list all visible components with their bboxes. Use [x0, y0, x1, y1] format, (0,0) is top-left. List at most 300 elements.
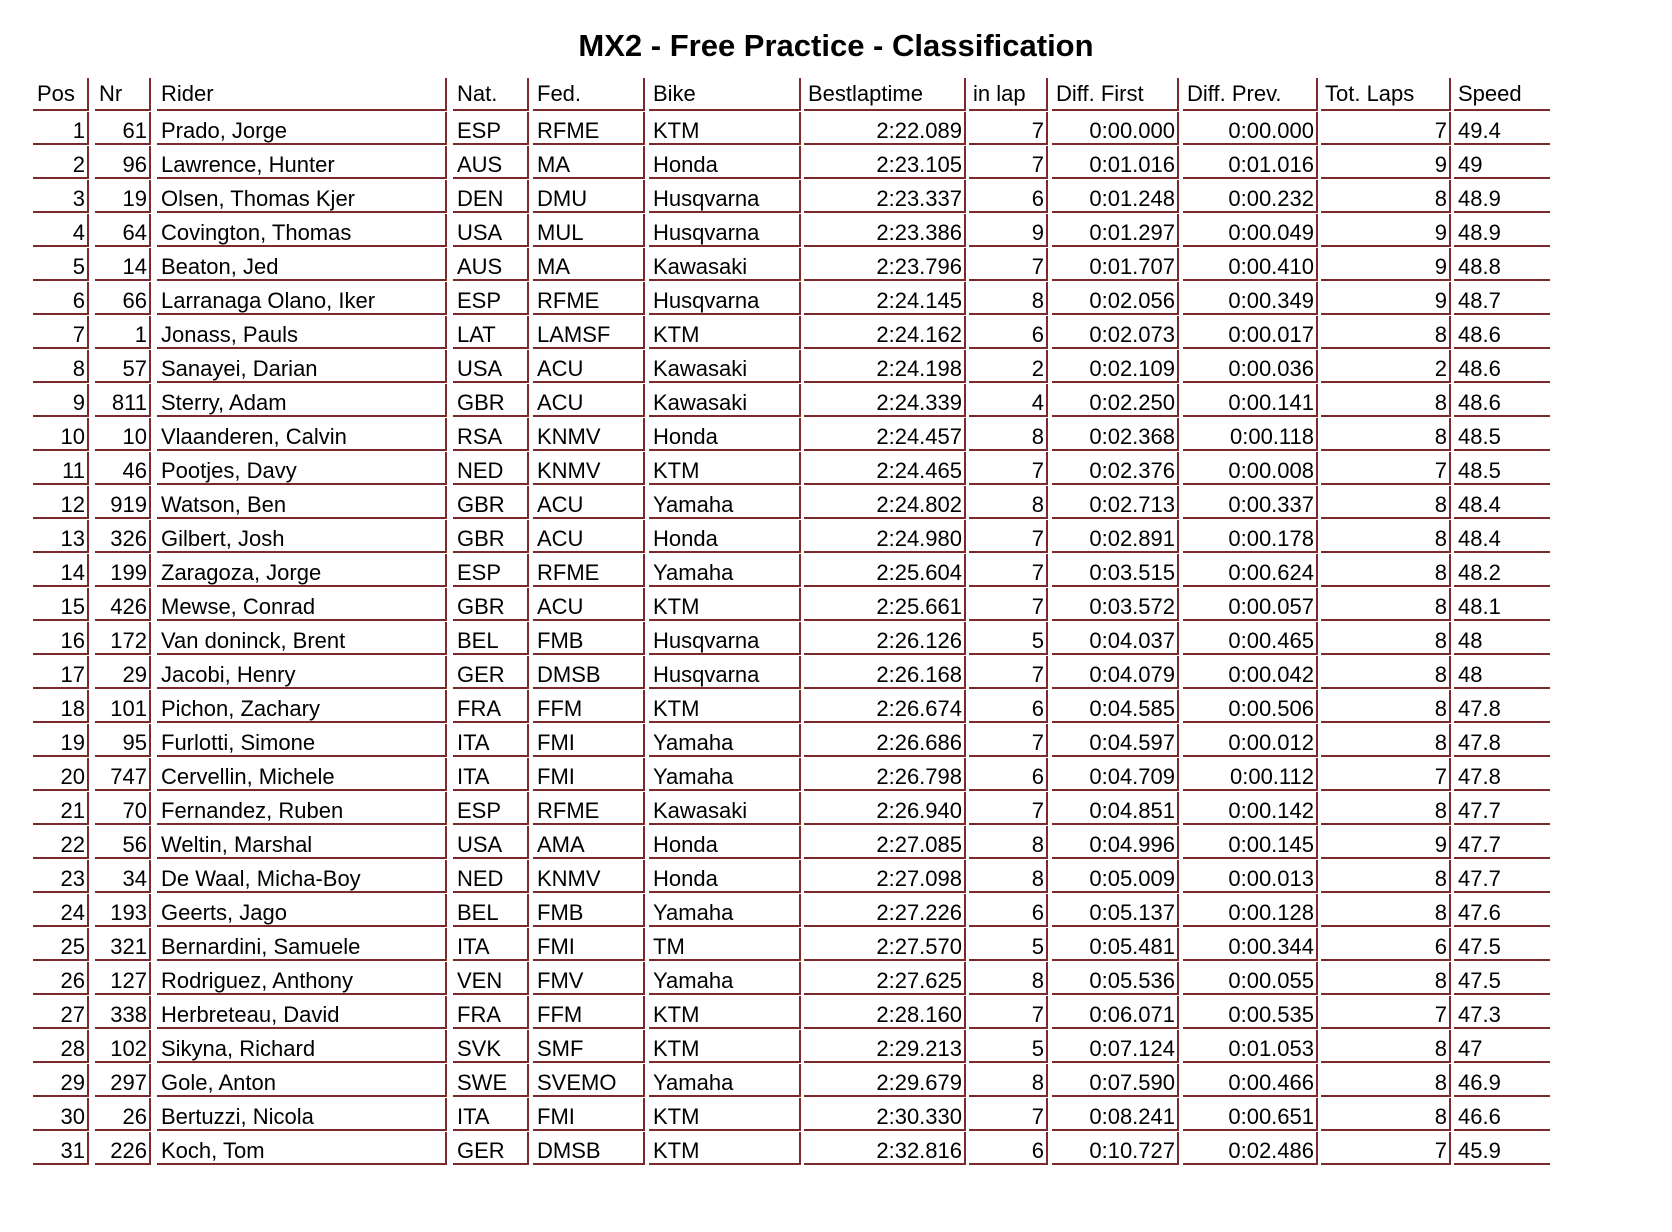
cell-in-lap: 2	[969, 350, 1048, 383]
cell-bike: Honda	[649, 826, 801, 859]
cell-rider: Watson, Ben	[157, 486, 447, 519]
cell-bike: KTM	[649, 112, 801, 145]
cell-in-lap: 6	[969, 1132, 1048, 1165]
cell-nat: ESP	[453, 792, 529, 825]
cell-in-lap: 6	[969, 690, 1048, 723]
cell-nr: 64	[95, 214, 151, 247]
cell-fed: MUL	[533, 214, 645, 247]
cell-fed: DMSB	[533, 1132, 645, 1165]
cell-bestlaptime: 2:26.168	[804, 656, 966, 689]
cell-tot-laps: 7	[1321, 452, 1451, 485]
cell-pos: 21	[33, 792, 89, 825]
cell-nr: 34	[95, 860, 151, 893]
cell-pos: 12	[33, 486, 89, 519]
cell-bestlaptime: 2:23.337	[804, 180, 966, 213]
cell-tot-laps: 8	[1321, 554, 1451, 587]
cell-in-lap: 6	[969, 316, 1048, 349]
cell-pos: 2	[33, 146, 89, 179]
cell-nat: ESP	[453, 112, 529, 145]
cell-pos: 3	[33, 180, 89, 213]
cell-pos: 25	[33, 928, 89, 961]
cell-nr: 338	[95, 996, 151, 1029]
cell-bestlaptime: 2:30.330	[804, 1098, 966, 1131]
cell-nr: 426	[95, 588, 151, 621]
cell-fed: FMI	[533, 758, 645, 791]
cell-rider: Koch, Tom	[157, 1132, 447, 1165]
cell-diff-prev: 0:00.535	[1183, 996, 1318, 1029]
cell-bike: Yamaha	[649, 894, 801, 927]
cell-diff-prev: 0:00.465	[1183, 622, 1318, 655]
cell-tot-laps: 8	[1321, 724, 1451, 757]
cell-bike: Honda	[649, 146, 801, 179]
cell-diff-prev: 0:00.012	[1183, 724, 1318, 757]
cell-speed: 47.5	[1454, 928, 1550, 961]
cell-nr: 297	[95, 1064, 151, 1097]
cell-fed: FMI	[533, 724, 645, 757]
cell-bike: KTM	[649, 690, 801, 723]
cell-rider: Mewse, Conrad	[157, 588, 447, 621]
cell-in-lap: 5	[969, 928, 1048, 961]
cell-diff-prev: 0:00.337	[1183, 486, 1318, 519]
cell-diff-first: 0:03.515	[1052, 554, 1179, 587]
cell-diff-first: 0:00.000	[1052, 112, 1179, 145]
cell-fed: FMB	[533, 622, 645, 655]
cell-nat: NED	[453, 860, 529, 893]
cell-in-lap: 8	[969, 860, 1048, 893]
cell-fed: FMB	[533, 894, 645, 927]
cell-pos: 14	[33, 554, 89, 587]
cell-in-lap: 8	[969, 486, 1048, 519]
cell-bestlaptime: 2:24.162	[804, 316, 966, 349]
cell-diff-prev: 0:01.053	[1183, 1030, 1318, 1063]
cell-rider: Pichon, Zachary	[157, 690, 447, 723]
cell-nr: 226	[95, 1132, 151, 1165]
cell-bike: Honda	[649, 860, 801, 893]
cell-rider: Herbreteau, David	[157, 996, 447, 1029]
header-nr: Nr	[95, 78, 151, 111]
header-pos: Pos	[33, 78, 89, 111]
cell-rider: Olsen, Thomas Kjer	[157, 180, 447, 213]
cell-tot-laps: 9	[1321, 826, 1451, 859]
cell-rider: Sterry, Adam	[157, 384, 447, 417]
cell-tot-laps: 8	[1321, 1064, 1451, 1097]
cell-nr: 10	[95, 418, 151, 451]
cell-speed: 48.9	[1454, 180, 1550, 213]
cell-in-lap: 7	[969, 520, 1048, 553]
cell-in-lap: 4	[969, 384, 1048, 417]
cell-pos: 29	[33, 1064, 89, 1097]
cell-in-lap: 9	[969, 214, 1048, 247]
cell-bestlaptime: 2:25.604	[804, 554, 966, 587]
cell-diff-first: 0:07.590	[1052, 1064, 1179, 1097]
cell-nr: 1	[95, 316, 151, 349]
header-diff-first: Diff. First	[1052, 78, 1179, 111]
cell-bike: Yamaha	[649, 724, 801, 757]
cell-in-lap: 7	[969, 996, 1048, 1029]
cell-in-lap: 5	[969, 622, 1048, 655]
cell-bestlaptime: 2:26.674	[804, 690, 966, 723]
cell-nat: FRA	[453, 690, 529, 723]
cell-speed: 48.7	[1454, 282, 1550, 315]
cell-bestlaptime: 2:23.105	[804, 146, 966, 179]
cell-pos: 30	[33, 1098, 89, 1131]
cell-fed: RFME	[533, 792, 645, 825]
cell-speed: 47.8	[1454, 724, 1550, 757]
cell-rider: Prado, Jorge	[157, 112, 447, 145]
cell-nr: 101	[95, 690, 151, 723]
cell-bike: KTM	[649, 1030, 801, 1063]
cell-speed: 48.6	[1454, 316, 1550, 349]
cell-bike: TM	[649, 928, 801, 961]
cell-diff-prev: 0:00.232	[1183, 180, 1318, 213]
header-diff-prev: Diff. Prev.	[1183, 78, 1318, 111]
cell-diff-first: 0:04.079	[1052, 656, 1179, 689]
cell-diff-prev: 0:00.036	[1183, 350, 1318, 383]
cell-diff-first: 0:02.250	[1052, 384, 1179, 417]
cell-diff-prev: 0:00.055	[1183, 962, 1318, 995]
cell-bestlaptime: 2:27.085	[804, 826, 966, 859]
cell-tot-laps: 2	[1321, 350, 1451, 383]
cell-rider: De Waal, Micha-Boy	[157, 860, 447, 893]
cell-speed: 47.5	[1454, 962, 1550, 995]
cell-diff-first: 0:06.071	[1052, 996, 1179, 1029]
cell-rider: Lawrence, Hunter	[157, 146, 447, 179]
cell-rider: Jonass, Pauls	[157, 316, 447, 349]
cell-bestlaptime: 2:29.213	[804, 1030, 966, 1063]
cell-fed: ACU	[533, 486, 645, 519]
cell-in-lap: 7	[969, 724, 1048, 757]
cell-bestlaptime: 2:23.386	[804, 214, 966, 247]
cell-diff-prev: 0:00.141	[1183, 384, 1318, 417]
cell-nat: FRA	[453, 996, 529, 1029]
cell-diff-first: 0:01.707	[1052, 248, 1179, 281]
cell-tot-laps: 8	[1321, 656, 1451, 689]
cell-bestlaptime: 2:28.160	[804, 996, 966, 1029]
cell-pos: 22	[33, 826, 89, 859]
header-in-lap: in lap	[969, 78, 1048, 111]
cell-pos: 16	[33, 622, 89, 655]
cell-diff-prev: 0:00.344	[1183, 928, 1318, 961]
cell-tot-laps: 7	[1321, 1132, 1451, 1165]
cell-rider: Beaton, Jed	[157, 248, 447, 281]
cell-nat: AUS	[453, 248, 529, 281]
cell-tot-laps: 9	[1321, 146, 1451, 179]
cell-nat: RSA	[453, 418, 529, 451]
cell-nat: GBR	[453, 384, 529, 417]
cell-tot-laps: 8	[1321, 622, 1451, 655]
cell-diff-prev: 0:02.486	[1183, 1132, 1318, 1165]
cell-nat: GBR	[453, 520, 529, 553]
header-bike: Bike	[649, 78, 801, 111]
cell-bestlaptime: 2:26.686	[804, 724, 966, 757]
cell-diff-first: 0:01.297	[1052, 214, 1179, 247]
cell-nat: DEN	[453, 180, 529, 213]
cell-speed: 48	[1454, 622, 1550, 655]
cell-diff-prev: 0:00.651	[1183, 1098, 1318, 1131]
cell-fed: FFM	[533, 996, 645, 1029]
cell-pos: 6	[33, 282, 89, 315]
cell-speed: 47.8	[1454, 690, 1550, 723]
cell-diff-first: 0:04.585	[1052, 690, 1179, 723]
cell-fed: MA	[533, 146, 645, 179]
cell-rider: Vlaanderen, Calvin	[157, 418, 447, 451]
cell-nat: GER	[453, 656, 529, 689]
cell-pos: 1	[33, 112, 89, 145]
cell-nr: 14	[95, 248, 151, 281]
cell-in-lap: 7	[969, 248, 1048, 281]
cell-fed: FMI	[533, 1098, 645, 1131]
cell-speed: 48.6	[1454, 384, 1550, 417]
cell-bike: KTM	[649, 452, 801, 485]
cell-speed: 48.8	[1454, 248, 1550, 281]
cell-bike: Husqvarna	[649, 214, 801, 247]
cell-speed: 47.7	[1454, 860, 1550, 893]
cell-pos: 28	[33, 1030, 89, 1063]
cell-bike: Husqvarna	[649, 622, 801, 655]
cell-nat: USA	[453, 350, 529, 383]
cell-bike: KTM	[649, 588, 801, 621]
cell-nat: AUS	[453, 146, 529, 179]
cell-bike: KTM	[649, 996, 801, 1029]
cell-tot-laps: 8	[1321, 588, 1451, 621]
cell-fed: SMF	[533, 1030, 645, 1063]
cell-fed: KNMV	[533, 418, 645, 451]
cell-bike: Yamaha	[649, 1064, 801, 1097]
cell-speed: 49	[1454, 146, 1550, 179]
page-title: MX2 - Free Practice - Classification	[578, 28, 1094, 63]
cell-diff-prev: 0:00.145	[1183, 826, 1318, 859]
cell-bestlaptime: 2:22.089	[804, 112, 966, 145]
cell-tot-laps: 8	[1321, 180, 1451, 213]
cell-pos: 10	[33, 418, 89, 451]
cell-tot-laps: 7	[1321, 758, 1451, 791]
cell-rider: Bertuzzi, Nicola	[157, 1098, 447, 1131]
cell-in-lap: 7	[969, 554, 1048, 587]
cell-tot-laps: 8	[1321, 690, 1451, 723]
cell-tot-laps: 6	[1321, 928, 1451, 961]
cell-nr: 811	[95, 384, 151, 417]
cell-tot-laps: 8	[1321, 384, 1451, 417]
cell-diff-first: 0:10.727	[1052, 1132, 1179, 1165]
header-speed: Speed	[1454, 78, 1550, 111]
cell-nr: 747	[95, 758, 151, 791]
cell-nat: USA	[453, 826, 529, 859]
cell-bestlaptime: 2:24.980	[804, 520, 966, 553]
cell-diff-first: 0:08.241	[1052, 1098, 1179, 1131]
cell-bike: Kawasaki	[649, 350, 801, 383]
cell-bike: Yamaha	[649, 486, 801, 519]
cell-nat: USA	[453, 214, 529, 247]
cell-diff-first: 0:01.248	[1052, 180, 1179, 213]
cell-bestlaptime: 2:26.798	[804, 758, 966, 791]
cell-bestlaptime: 2:24.457	[804, 418, 966, 451]
cell-speed: 48.5	[1454, 418, 1550, 451]
cell-in-lap: 5	[969, 1030, 1048, 1063]
cell-nat: ESP	[453, 282, 529, 315]
cell-in-lap: 8	[969, 282, 1048, 315]
cell-diff-first: 0:05.536	[1052, 962, 1179, 995]
cell-rider: Gilbert, Josh	[157, 520, 447, 553]
cell-bike: Kawasaki	[649, 384, 801, 417]
cell-fed: DMSB	[533, 656, 645, 689]
cell-bike: Honda	[649, 418, 801, 451]
cell-diff-first: 0:04.709	[1052, 758, 1179, 791]
cell-nr: 66	[95, 282, 151, 315]
cell-pos: 7	[33, 316, 89, 349]
cell-diff-first: 0:04.037	[1052, 622, 1179, 655]
cell-nat: GBR	[453, 588, 529, 621]
cell-diff-first: 0:02.368	[1052, 418, 1179, 451]
cell-nr: 102	[95, 1030, 151, 1063]
cell-rider: Sikyna, Richard	[157, 1030, 447, 1063]
cell-nr: 199	[95, 554, 151, 587]
cell-bestlaptime: 2:27.625	[804, 962, 966, 995]
cell-nr: 172	[95, 622, 151, 655]
cell-nr: 326	[95, 520, 151, 553]
cell-nat: VEN	[453, 962, 529, 995]
cell-speed: 48.6	[1454, 350, 1550, 383]
cell-diff-prev: 0:00.118	[1183, 418, 1318, 451]
cell-bestlaptime: 2:24.145	[804, 282, 966, 315]
cell-rider: Furlotti, Simone	[157, 724, 447, 757]
cell-nat: ESP	[453, 554, 529, 587]
cell-in-lap: 7	[969, 792, 1048, 825]
cell-bike: Husqvarna	[649, 180, 801, 213]
cell-speed: 47	[1454, 1030, 1550, 1063]
cell-rider: Rodriguez, Anthony	[157, 962, 447, 995]
cell-speed: 48.4	[1454, 520, 1550, 553]
cell-bike: Yamaha	[649, 962, 801, 995]
cell-pos: 24	[33, 894, 89, 927]
cell-bestlaptime: 2:27.226	[804, 894, 966, 927]
cell-bestlaptime: 2:26.940	[804, 792, 966, 825]
cell-speed: 47.8	[1454, 758, 1550, 791]
cell-pos: 11	[33, 452, 89, 485]
cell-in-lap: 7	[969, 656, 1048, 689]
cell-fed: FMI	[533, 928, 645, 961]
cell-bike: Husqvarna	[649, 656, 801, 689]
cell-rider: Zaragoza, Jorge	[157, 554, 447, 587]
cell-bike: KTM	[649, 1098, 801, 1131]
cell-diff-first: 0:05.009	[1052, 860, 1179, 893]
cell-pos: 9	[33, 384, 89, 417]
cell-in-lap: 6	[969, 894, 1048, 927]
cell-in-lap: 8	[969, 826, 1048, 859]
cell-speed: 48	[1454, 656, 1550, 689]
header-fed: Fed.	[533, 78, 645, 111]
cell-diff-first: 0:01.016	[1052, 146, 1179, 179]
cell-speed: 45.9	[1454, 1132, 1550, 1165]
cell-speed: 47.6	[1454, 894, 1550, 927]
cell-bestlaptime: 2:27.570	[804, 928, 966, 961]
cell-tot-laps: 7	[1321, 112, 1451, 145]
cell-rider: Covington, Thomas	[157, 214, 447, 247]
cell-pos: 18	[33, 690, 89, 723]
cell-pos: 13	[33, 520, 89, 553]
cell-tot-laps: 7	[1321, 996, 1451, 1029]
cell-rider: Sanayei, Darian	[157, 350, 447, 383]
cell-in-lap: 6	[969, 180, 1048, 213]
cell-diff-first: 0:02.891	[1052, 520, 1179, 553]
cell-pos: 23	[33, 860, 89, 893]
cell-nat: LAT	[453, 316, 529, 349]
cell-in-lap: 7	[969, 112, 1048, 145]
cell-fed: AMA	[533, 826, 645, 859]
cell-diff-prev: 0:00.013	[1183, 860, 1318, 893]
header-bestlaptime: Bestlaptime	[804, 78, 966, 111]
cell-diff-prev: 0:00.410	[1183, 248, 1318, 281]
cell-tot-laps: 8	[1321, 860, 1451, 893]
cell-rider: Geerts, Jago	[157, 894, 447, 927]
cell-nr: 95	[95, 724, 151, 757]
header-tot-laps: Tot. Laps	[1321, 78, 1451, 111]
cell-pos: 15	[33, 588, 89, 621]
cell-fed: FMV	[533, 962, 645, 995]
cell-fed: ACU	[533, 520, 645, 553]
cell-nr: 46	[95, 452, 151, 485]
cell-in-lap: 7	[969, 1098, 1048, 1131]
cell-nr: 56	[95, 826, 151, 859]
cell-rider: Larranaga Olano, Iker	[157, 282, 447, 315]
cell-speed: 47.3	[1454, 996, 1550, 1029]
cell-fed: SVEMO	[533, 1064, 645, 1097]
cell-pos: 31	[33, 1132, 89, 1165]
cell-diff-prev: 0:00.466	[1183, 1064, 1318, 1097]
cell-diff-prev: 0:00.000	[1183, 112, 1318, 145]
cell-diff-first: 0:04.851	[1052, 792, 1179, 825]
cell-in-lap: 8	[969, 1064, 1048, 1097]
cell-bike: Honda	[649, 520, 801, 553]
cell-nr: 29	[95, 656, 151, 689]
cell-fed: ACU	[533, 384, 645, 417]
cell-fed: MA	[533, 248, 645, 281]
cell-nat: SWE	[453, 1064, 529, 1097]
cell-pos: 8	[33, 350, 89, 383]
cell-fed: DMU	[533, 180, 645, 213]
cell-bike: Kawasaki	[649, 248, 801, 281]
cell-nr: 26	[95, 1098, 151, 1131]
cell-speed: 47.7	[1454, 826, 1550, 859]
cell-speed: 46.9	[1454, 1064, 1550, 1097]
cell-tot-laps: 8	[1321, 316, 1451, 349]
cell-bike: Yamaha	[649, 554, 801, 587]
cell-in-lap: 7	[969, 588, 1048, 621]
cell-diff-prev: 0:00.042	[1183, 656, 1318, 689]
cell-nat: ITA	[453, 1098, 529, 1131]
cell-diff-first: 0:04.996	[1052, 826, 1179, 859]
cell-diff-prev: 0:00.178	[1183, 520, 1318, 553]
cell-nat: ITA	[453, 928, 529, 961]
cell-bike: KTM	[649, 1132, 801, 1165]
cell-nat: BEL	[453, 894, 529, 927]
cell-diff-prev: 0:00.624	[1183, 554, 1318, 587]
cell-bestlaptime: 2:25.661	[804, 588, 966, 621]
cell-in-lap: 7	[969, 146, 1048, 179]
cell-fed: FFM	[533, 690, 645, 723]
cell-nat: GBR	[453, 486, 529, 519]
cell-diff-prev: 0:00.128	[1183, 894, 1318, 927]
cell-fed: LAMSF	[533, 316, 645, 349]
cell-rider: Weltin, Marshal	[157, 826, 447, 859]
cell-nat: SVK	[453, 1030, 529, 1063]
cell-diff-prev: 0:00.057	[1183, 588, 1318, 621]
cell-bestlaptime: 2:23.796	[804, 248, 966, 281]
cell-rider: Fernandez, Ruben	[157, 792, 447, 825]
cell-nat: BEL	[453, 622, 529, 655]
cell-tot-laps: 9	[1321, 248, 1451, 281]
cell-tot-laps: 8	[1321, 418, 1451, 451]
cell-diff-prev: 0:00.112	[1183, 758, 1318, 791]
